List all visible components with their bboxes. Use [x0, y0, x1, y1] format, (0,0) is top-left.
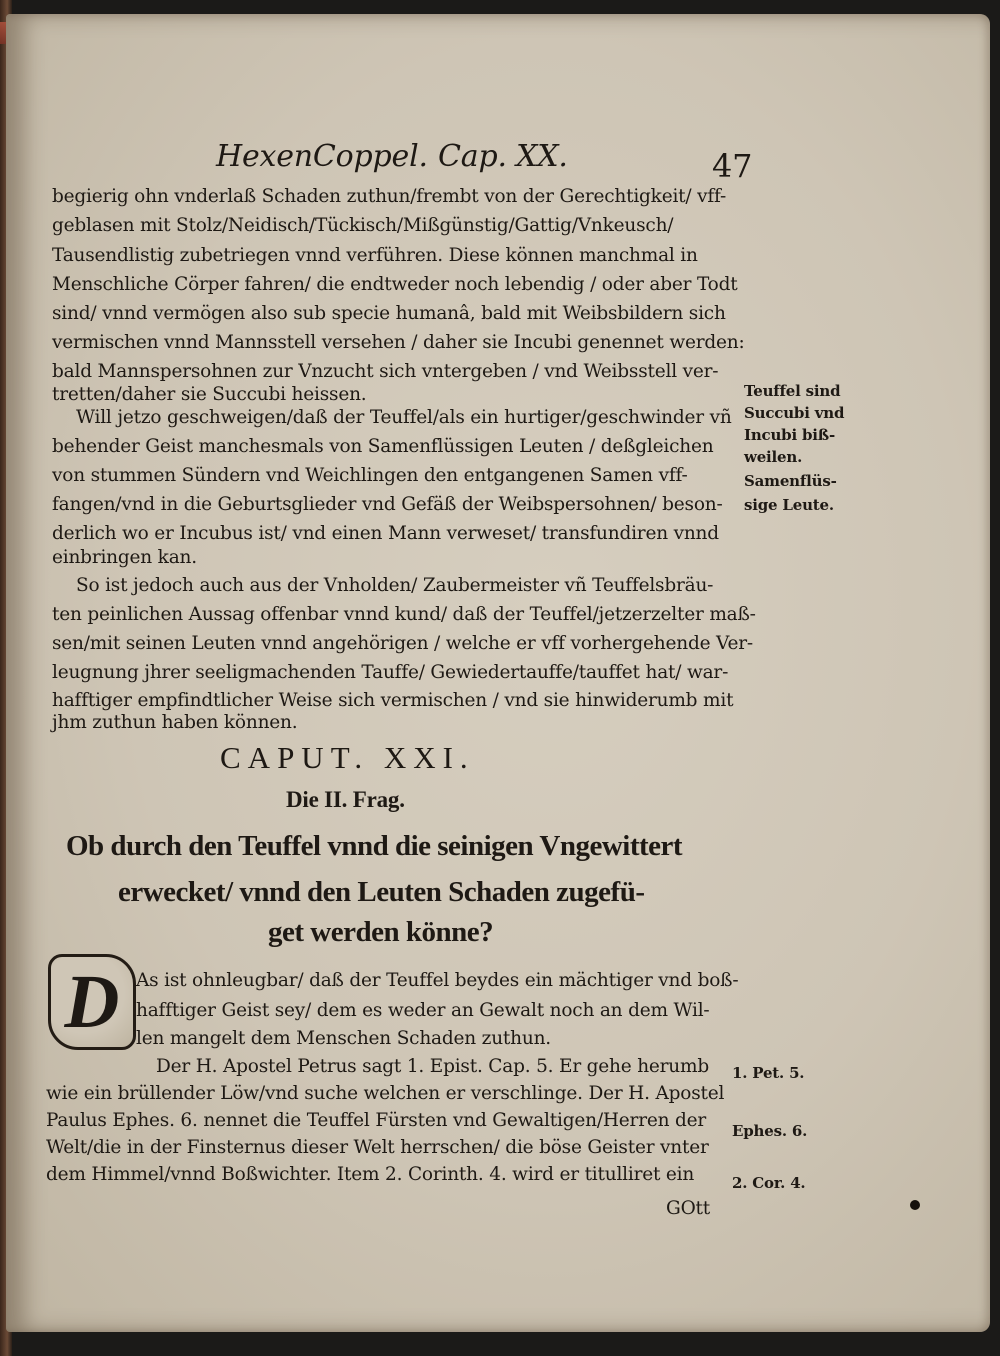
body-line: derlich wo er Incubus ist/ vnd einen Mann verweset/ transfundiren vnnd [52, 523, 719, 544]
margin-note: Incubi biß- [744, 426, 835, 444]
margin-note: 1. Pet. 5. [732, 1064, 805, 1082]
running-title: HexenCoppel. [216, 139, 428, 174]
body-line: dem Himmel/vnnd Boßwichter. Item 2. Corinth. 4. wird er titulliret ein [46, 1164, 695, 1185]
body-line: hafftiger empfindtlicher Weise sich vermischen / vnd sie hinwiderumb mit [52, 690, 734, 711]
body-line: wie ein brüllender Löw/vnd suche welchen er verschlinge. Der H. Apostel [46, 1083, 725, 1104]
body-line: behender Geist manchesmals von Samenflüssigen Leuten / deßgleichen [52, 436, 714, 457]
body-line: As ist ohnleugbar/ daß der Teuffel beydes ein mächtiger vnd boß- [136, 970, 739, 991]
body-line: bald Mannspersohnen zur Vnzucht sich vntergeben / vnd Weibsstell ver- [52, 361, 719, 382]
page-number: 47 [712, 147, 753, 185]
body-line: Will jetzo geschweigen/daß der Teuffel/als ein hurtiger/geschwinder vñ [76, 407, 732, 428]
body-line: Paulus Ephes. 6. nennet die Teuffel Fürsten vnd Gewaltigen/Herren der [46, 1110, 707, 1131]
body-line: Der H. Apostel Petrus sagt 1. Epist. Cap. 5. Er gehe herumb [156, 1056, 710, 1077]
body-line: tretten/daher sie Succubi heissen. [52, 384, 367, 405]
body-line: begierig ohn vnderlaß Schaden zuthun/frembt von der Gerechtigkeit/ vff- [52, 186, 727, 207]
chapter-title-line: Ob durch den Teuffel vnnd die seinigen Vngewittert [66, 830, 683, 862]
body-line: ten peinlichen Aussag offenbar vnnd kund/ daß der Teuffel/jetzerzelter maß- [52, 604, 756, 625]
caput-heading: CAPUT. XXI. [220, 740, 475, 775]
margin-note: Ephes. 6. [732, 1122, 808, 1140]
body-line: Tausendlistig zubetriegen vnnd verführen. Diese können manchmal in [52, 245, 698, 266]
body-line: sen/mit seinen Leuten vnnd angehörigen / welche er vff vorhergehende Ver- [52, 633, 753, 654]
body-line: geblasen mit Stolz/Neidisch/Tückisch/Mißgünstig/Gattig/Vnkeusch/ [52, 215, 674, 236]
body-line: Menschliche Cörper fahren/ die endtweder noch lebendig / oder aber Todt [52, 274, 738, 295]
chapter-title-line: get werden könne? [268, 916, 494, 948]
body-line: So ist jedoch auch aus der Vnholden/ Zaubermeister vñ Teuffelsbräu- [76, 575, 714, 596]
body-line: leugnung jhrer seeligmachenden Tauffe/ Gewiedertauffe/tauffet hat/ war- [52, 662, 729, 683]
body-line: von stummen Sündern vnd Weichlingen den entgangenen Samen vff- [52, 465, 688, 486]
body-line: jhm zuthun haben können. [52, 712, 298, 733]
catchword: GOtt [666, 1198, 711, 1219]
question-heading: Die II. Frag. [286, 787, 405, 812]
margin-note: 2. Cor. 4. [732, 1174, 806, 1192]
book-page [6, 14, 990, 1332]
body-line: fangen/vnd in die Geburtsglieder vnd Gefäß der Weibspersohnen/ beson- [52, 494, 723, 515]
margin-note: Succubi vnd [744, 404, 845, 422]
margin-note: Teuffel sind [744, 382, 841, 400]
margin-note: Samenflüs- [744, 472, 837, 490]
chapter-number: Cap. XX. [438, 139, 568, 174]
body-line: vermischen vnnd Mannsstell versehen / daher sie Incubi genennet werden: [52, 332, 745, 353]
chapter-title-line: erwecket/ vnnd den Leuten Schaden zugefü- [118, 876, 645, 908]
body-line: hafftiger Geist sey/ dem es weder an Gewalt noch an dem Wil- [136, 1000, 710, 1021]
ink-dot [910, 1200, 920, 1210]
drop-cap-initial: D [48, 954, 136, 1050]
body-line: einbringen kan. [52, 547, 197, 568]
margin-note: sige Leute. [744, 496, 834, 514]
body-line: Welt/die in der Finsternus dieser Welt herrschen/ die böse Geister vnter [46, 1137, 709, 1158]
body-line: len mangelt dem Menschen Schaden zuthun. [136, 1028, 551, 1049]
body-line: sind/ vnnd vermögen also sub specie humanâ, bald mit Weibsbildern sich [52, 303, 726, 324]
margin-note: weilen. [744, 448, 803, 466]
